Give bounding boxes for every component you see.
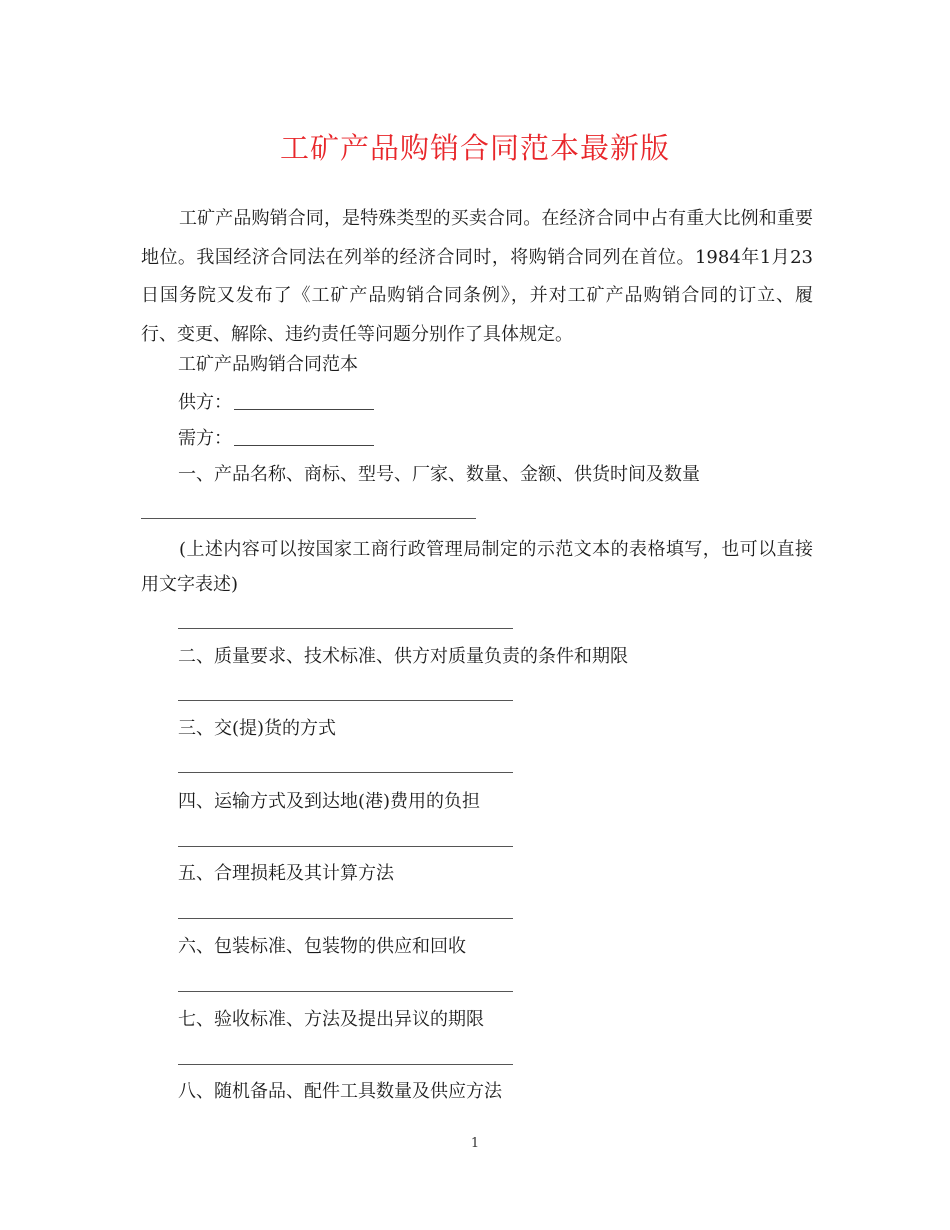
clause-6: 六、包装标准、包装物的供应和回收	[178, 936, 466, 957]
clause-2: 二、质量要求、技术标准、供方对质量负责的条件和期限	[178, 646, 628, 667]
page-number: 1	[470, 1136, 480, 1151]
fill-line-4[interactable]	[178, 772, 513, 773]
fill-line-7[interactable]	[178, 991, 513, 992]
clause-3: 三、交(提)货的方式	[178, 718, 337, 739]
fill-note: (上述内容可以按国家工商行政管理局制定的示范文本的表格填写，也可以直接用文字表述)	[141, 539, 813, 595]
intro-paragraph: 工矿产品购销合同，是特殊类型的买卖合同。在经济合同中占有重大比例和重要地位。我国经济合同法在列举的经济合同时，将购销合同列在首位。1984年1月23日国务院又发布了《工矿产品购销合同条例》，并对工矿产品购销合同的订立、履行、变更、解除、违约责任等问题分别作了具体规定。	[141, 208, 813, 345]
fill-line-8[interactable]	[178, 1064, 513, 1065]
supplier-blank[interactable]	[234, 393, 374, 410]
buyer-field	[178, 427, 374, 451]
document-title: 工矿产品购销合同范本最新版	[279, 131, 670, 165]
clause-4: 四、运输方式及到达地(港)费用的负担	[178, 791, 481, 812]
fill-line-3[interactable]	[178, 700, 513, 701]
fill-line-1[interactable]	[141, 518, 476, 519]
fill-line-2[interactable]	[178, 628, 513, 629]
clause-8: 八、随机备品、配件工具数量及供应方法	[178, 1081, 502, 1102]
clause-7: 七、验收标准、方法及提出异议的期限	[178, 1009, 484, 1030]
fill-line-6[interactable]	[178, 918, 513, 919]
buyer-blank[interactable]	[234, 429, 374, 446]
clause-5: 五、合理损耗及其计算方法	[178, 863, 394, 884]
buyer-label: 需方：	[178, 428, 232, 449]
clause-1: 一、产品名称、商标、型号、厂家、数量、金额、供货时间及数量	[178, 464, 700, 485]
supplier-label: 供方：	[178, 392, 232, 413]
supplier-field	[178, 391, 374, 415]
contract-subtitle: 工矿产品购销合同范本	[178, 354, 358, 375]
fill-line-5[interactable]	[178, 846, 513, 847]
